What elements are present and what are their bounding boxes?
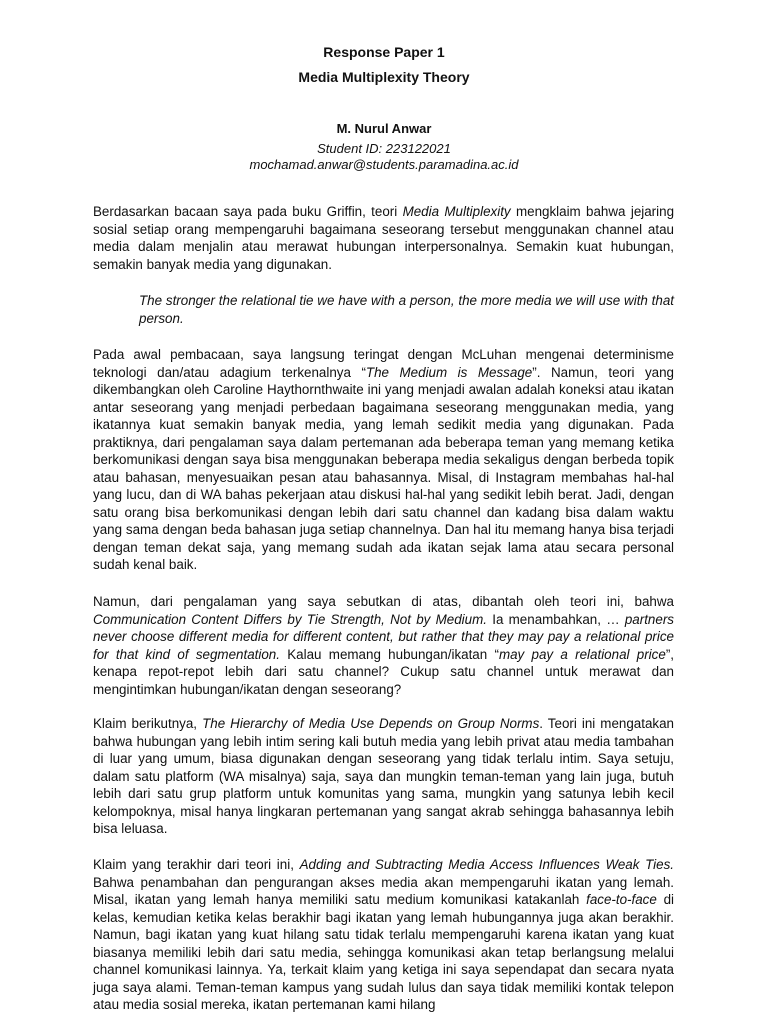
italic-text-segment: face-to-face	[586, 892, 657, 907]
author-name: M. Nurul Anwar	[336, 121, 432, 136]
text-segment: Klaim yang terakhir dari teori ini,	[93, 857, 300, 872]
italic-text-segment: The Hierarchy of Media Use Depends on Group Norms	[202, 716, 540, 731]
text-segment: . Teori ini mengatakan bahwa hubungan yang lebih intim sering kali butuh media yang lebih privat atau media tambahan di luar yang umum, biasa digunakan dengan seseorang yang tidak terlalu intim. Saya setuju, dalam satu platform (WA misalnya) saja, saya dan mungkin teman-teman yang lain juga, butuh lebih dari satu grup platform untuk komunitas yang sama, mungkin yang satunya lebih kecil kelompoknya, misal hanya lingkaran pertemanan yang sangat akrab sehingga bahasannya lebih bisa leluasa.	[93, 716, 674, 836]
author-email: mochamad.anwar@students.paramadina.ac.id	[249, 157, 519, 172]
text-segment: Bahwa penambahan dan pengurangan akses media akan mempengaruhi ikatan yang lemah. Misal, ikatan yang lemah hanya memiliki satu medium komunikasi katakanlah	[93, 874, 674, 907]
italic-text-segment: may pay a relational price	[498, 646, 666, 662]
text-segment: Kalau memang hubungan/ikatan “	[279, 646, 499, 662]
italic-text-segment: The Medium is Message	[365, 364, 533, 380]
italic-text-segment: The stronger the relational tie we have with a person, the more media we will use with that person.	[139, 293, 674, 326]
text-segment: mengklaim bahwa jejaring sosial setiap orang mempengaruhi bagaimana seseorang tersebut menggunakan channel atau media dalam menjalin atau merawat hubungan interpersonalnya. Semakin kuat hubungan, semakin banyak media yang digunakan.	[93, 204, 675, 272]
italic-text-segment: Communication Content Differs by Tie Strength, Not by Medium.	[93, 611, 487, 627]
block-quote	[139, 292, 674, 327]
paragraph-intro	[93, 203, 674, 273]
paragraph-weak-ties	[93, 856, 674, 1014]
text-segment: ”, kenapa repot-repot lebih dari satu channel? Cukup satu channel untuk merawat dan mengintimkan hubungan/ikatan dengan seseorang?	[93, 646, 674, 697]
paragraph-mcluhan	[93, 346, 674, 574]
paper-subtitle: Media Multiplexity Theory	[298, 69, 470, 85]
student-id: Student ID: 223122021	[317, 141, 451, 156]
text-segment: Ia menambahkan, …	[486, 611, 625, 627]
text-segment: Pada awal pembacaan, saya langsung teringat dengan McLuhan mengenai determinisme teknologi dan/atau adagium terkenalnya “	[93, 347, 674, 380]
text-segment: di kelas, kemudian ketika kelas berakhir bagi ikatan yang lemah hubungannya juga akan berakhir. Namun, bagi ikatan yang kuat hilang satu tidak terlalu mempengaruhi karena ikatan yang kuat biasanya memiliki lebih dari satu media, sehingga komunikasi akan tetap berlangsung melalui channel komunikasi lainnya. Ya, terkait klaim yang ketiga ini saya sependapat dan secara nyata juga saya alami. Teman-teman kampus yang sudah lulus dan saya tidak memiliki kontak telepon atau media sosial mereka, ikatan pertemanan kami hilang	[93, 892, 674, 1012]
italic-text-segment: Media Multiplexity	[402, 204, 511, 219]
paper-title: Response Paper 1	[323, 44, 445, 60]
italic-text-segment: partners never choose different media for different content, but rather that they may pay a relational price for that kind of segmentation.	[93, 611, 674, 662]
paragraph-hierarchy	[93, 715, 674, 838]
italic-text-segment: Adding and Subtracting Media Access Influences Weak Ties.	[299, 857, 674, 872]
paragraph-tie-strength	[93, 593, 674, 698]
text-segment: Klaim berikutnya,	[93, 716, 203, 731]
text-segment: Berdasarkan bacaan saya pada buku Griffin, teori	[93, 204, 403, 219]
text-segment: Namun, dari pengalaman yang saya sebutkan di atas, dibantah oleh teori ini, bahwa	[93, 594, 674, 609]
text-segment: ”. Namun, teori yang dikembangkan oleh Caroline Haythornthwaite ini yang menjadi awalan adalah koneksi atau ikatan antar seseorang yang menjadi perbedaan bagaimana seseorang menggunakan media, yang ikatannya kuat semakin banyak media, yang lemah sedikit media yang digunakan. Pada praktiknya, dari pengalaman saya dalam pertemanan ada beberapa teman yang memang ketika berkomunikasi dengan saya bisa menggunakan beberapa media sekaligus dengan berbeda topik atau bahasan, menyesuaikan pesan atau bahasannya. Misal, di Instagram membahas hal-hal yang lucu, dan di WA bahas pekerjaan atau diskusi hal-hal yang sedikit lebih berat. Jadi, dengan satu orang bisa berkomunikasi dengan lebih dari satu channel dan kadang bisa dalam waktu yang sama dengan beda bahasan juga setiap channelnya. Dan hal itu memang hanya bisa terjadi dengan teman dekat saja, yang memang sudah ada ikatan sejak lama atau secara personal sudah kenal baik.	[93, 364, 674, 572]
